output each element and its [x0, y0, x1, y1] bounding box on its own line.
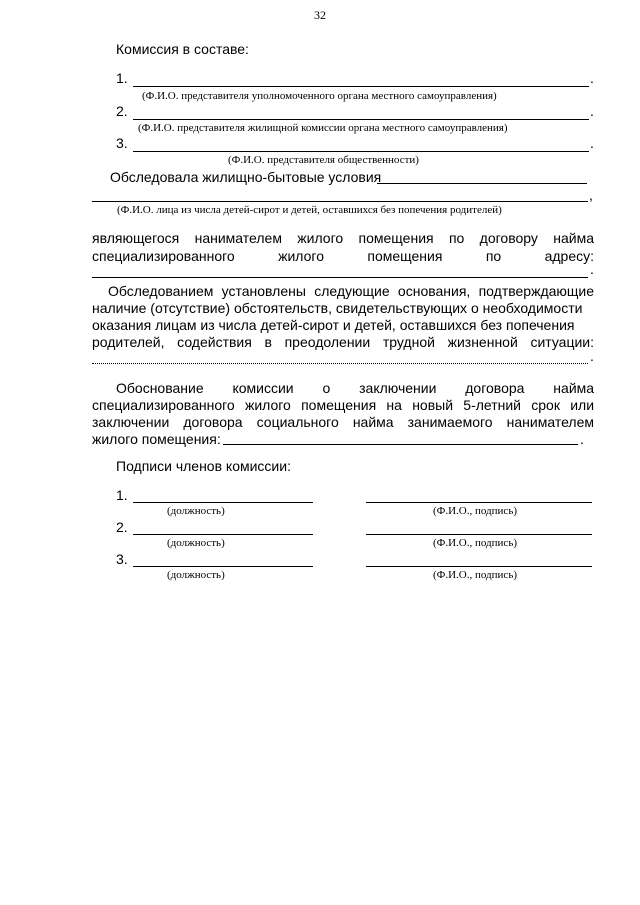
tenant-line-1: являющегося нанимателем жилого помещения по договору найма: [92, 230, 594, 246]
member-2-end-dot: .: [590, 103, 594, 119]
justification-end-dot: .: [580, 431, 584, 447]
member-3-line: [133, 151, 589, 152]
signature-1-name-line: [366, 502, 592, 503]
member-3-number: 3.: [116, 135, 128, 151]
tenant-line-2: специализированного жилого помещения по адресу:: [92, 248, 595, 264]
member-2-number: 2.: [116, 103, 128, 119]
member-3-caption: (Ф.И.О. представителя общественности): [228, 154, 419, 166]
tenant-end-dot: .: [590, 261, 594, 277]
signature-2-position-caption: (должность): [167, 537, 225, 549]
signature-1-name-caption: (Ф.И.О., подпись): [433, 505, 517, 517]
inspection-text: Обследовала жилищно-бытовые условия: [110, 169, 382, 185]
signatures-heading: Подписи членов комиссии:: [116, 458, 291, 474]
inspection-line-2: [92, 201, 588, 202]
member-1-caption: (Ф.И.О. представителя уполномоченного органа местного самоуправления): [142, 90, 497, 102]
page-number: 32: [314, 8, 326, 22]
signature-3-number: 3.: [116, 551, 128, 567]
inspection-caption: (Ф.И.О. лица из числа детей-сирот и детей, оставшихся без попечения родителей): [117, 204, 502, 216]
grounds-line-1: Обследованием установлены следующие основания, подтверждающие: [108, 283, 595, 299]
signature-3-name-caption: (Ф.И.О., подпись): [433, 569, 517, 581]
member-1-end-dot: .: [590, 70, 594, 86]
justification-line-4: жилого помещения:: [92, 431, 221, 447]
grounds-dotted-line: [92, 363, 588, 364]
signature-3-position-caption: (должность): [167, 569, 225, 581]
justification-line-2: специализированного жилого помещения на новый 5-летний срок или: [92, 397, 595, 413]
signature-1-number: 1.: [116, 487, 128, 503]
grounds-line-3: оказания лицам из числа детей-сирот и детей, оставшихся без попечения: [92, 317, 575, 333]
signature-2-number: 2.: [116, 519, 128, 535]
justification-line: [223, 444, 578, 445]
inspection-end-comma: ,: [589, 187, 593, 203]
member-1-number: 1.: [116, 70, 128, 86]
signature-2-position-line: [133, 534, 313, 535]
member-2-line: [133, 119, 589, 120]
signature-1-position-caption: (должность): [167, 505, 225, 517]
justification-line-1: Обоснование комиссии о заключении договора найма: [116, 380, 595, 396]
grounds-line-2: наличие (отсутствие) обстоятельств, свидетельствующих о необходимости: [92, 300, 583, 316]
signature-1-position-line: [133, 502, 313, 503]
grounds-end-dot: .: [590, 348, 594, 364]
member-1-line: [133, 86, 589, 87]
signature-3-name-line: [366, 566, 592, 567]
grounds-line-4: родителей, содействия в преодолении трудной жизненной ситуации:: [92, 334, 595, 350]
commission-heading: Комиссия в составе:: [116, 41, 249, 57]
member-3-end-dot: .: [590, 135, 594, 151]
member-2-caption: (Ф.И.О. представителя жилищной комиссии органа местного самоуправления): [138, 122, 508, 134]
inspection-line-1: [377, 183, 587, 184]
signature-2-name-caption: (Ф.И.О., подпись): [433, 537, 517, 549]
justification-line-3: заключении договора социального найма занимаемого нанимателем: [92, 414, 594, 430]
signature-2-name-line: [366, 534, 592, 535]
tenant-address-line: [92, 277, 588, 278]
signature-3-position-line: [133, 566, 313, 567]
